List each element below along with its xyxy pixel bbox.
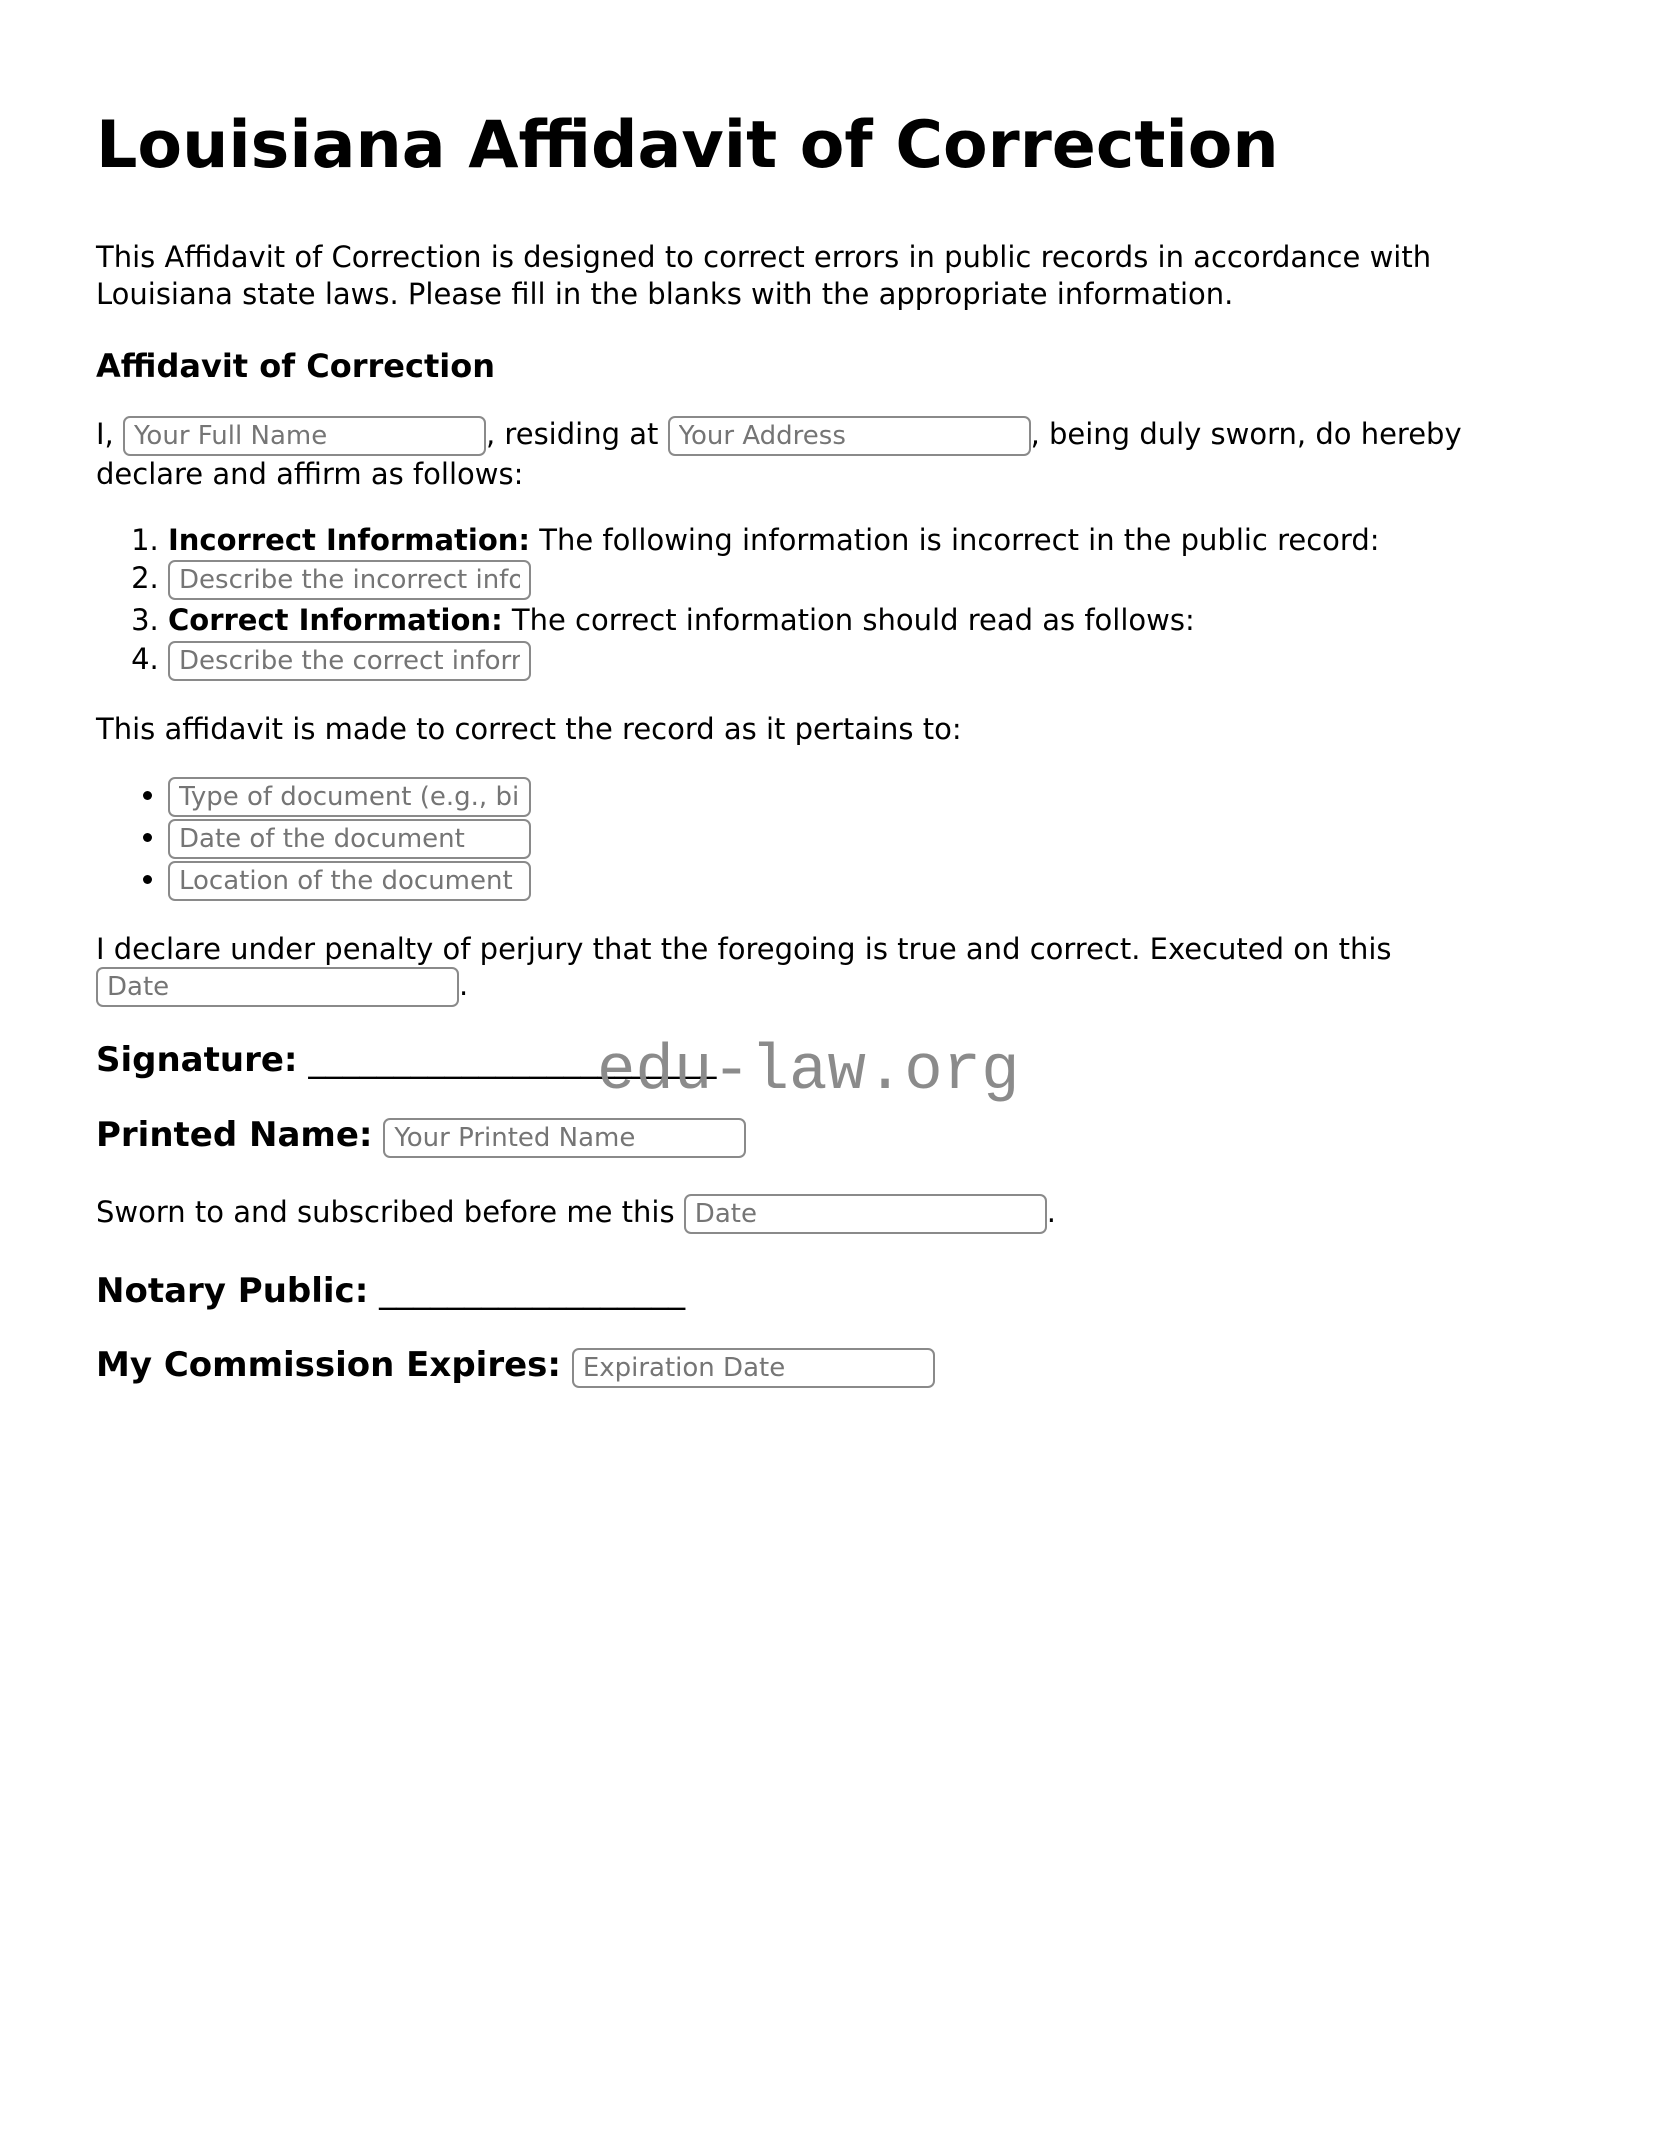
printed-name-input[interactable] bbox=[383, 1118, 746, 1158]
oath-prefix: I, bbox=[96, 416, 123, 451]
section-heading: Affidavit of Correction bbox=[96, 346, 495, 385]
list-item-document-type bbox=[168, 777, 1568, 817]
commission-date-input[interactable] bbox=[572, 1348, 935, 1388]
incorrect-info-input[interactable] bbox=[168, 560, 531, 600]
signature-label: Signature: bbox=[96, 1040, 298, 1081]
document-location-input[interactable] bbox=[168, 861, 531, 901]
declaration-text: I declare under penalty of perjury that the foregoing is true and correct. Executed on this bbox=[96, 931, 1392, 966]
sworn-date-input[interactable] bbox=[684, 1194, 1047, 1234]
list-item-incorrect-heading bbox=[168, 522, 1568, 558]
printed-name-line bbox=[96, 1114, 1568, 1158]
list-item-correct-heading bbox=[168, 602, 1568, 638]
signature-rule: ________________________ bbox=[308, 1040, 717, 1081]
list-item-correct-input bbox=[168, 641, 1568, 681]
sworn-text: Sworn to and subscribed before me this bbox=[96, 1194, 675, 1229]
signature-line bbox=[96, 1039, 1568, 1082]
oath-sentence bbox=[96, 416, 1516, 492]
watermark: edu-law.org bbox=[597, 1036, 1020, 1108]
page-title: Louisiana Affidavit of Correction bbox=[96, 108, 1279, 183]
declaration-period: . bbox=[459, 968, 469, 1003]
document-date-input[interactable] bbox=[168, 819, 531, 859]
correct-info-text: The correct information should read as follows: bbox=[502, 603, 1195, 638]
commission-label: My Commission Expires: bbox=[96, 1345, 561, 1386]
commission-line bbox=[96, 1344, 1568, 1388]
correct-info-label: Correct Information: bbox=[168, 603, 503, 638]
list-item-incorrect-input bbox=[168, 560, 1568, 600]
printed-name-label: Printed Name: bbox=[96, 1114, 373, 1155]
oath-middle: , residing at bbox=[486, 416, 668, 451]
sworn-period: . bbox=[1046, 1194, 1057, 1229]
notary-rule: __________________ bbox=[379, 1270, 686, 1311]
intro-paragraph: This Affidavit of Correction is designed to correct errors in public records in accordance with Louisiana state laws. Please fill in the blanks with the appropriate information. bbox=[96, 240, 1432, 311]
pertains-paragraph: This affidavit is made to correct the record as it pertains to: bbox=[96, 711, 962, 746]
notary-line bbox=[96, 1270, 1568, 1313]
list-item-document-date bbox=[168, 819, 1568, 859]
list-item-document-location bbox=[168, 861, 1568, 901]
oath-suffix: , being duly sworn, do hereby declare and affirm as follows: bbox=[96, 416, 1462, 491]
incorrect-info-label: Incorrect Information: bbox=[168, 523, 531, 558]
full-name-input[interactable] bbox=[123, 416, 486, 456]
declaration-sentence bbox=[96, 931, 1568, 1007]
correct-info-input[interactable] bbox=[168, 641, 531, 681]
sworn-sentence bbox=[96, 1194, 1568, 1234]
address-input[interactable] bbox=[668, 416, 1031, 456]
numbered-list bbox=[96, 522, 1568, 681]
incorrect-info-text: The following information is incorrect in the public record: bbox=[530, 523, 1380, 558]
document-type-input[interactable] bbox=[168, 777, 531, 817]
pertains-list bbox=[96, 777, 1568, 901]
executed-date-input[interactable] bbox=[96, 967, 459, 1007]
notary-label: Notary Public: bbox=[96, 1270, 369, 1311]
